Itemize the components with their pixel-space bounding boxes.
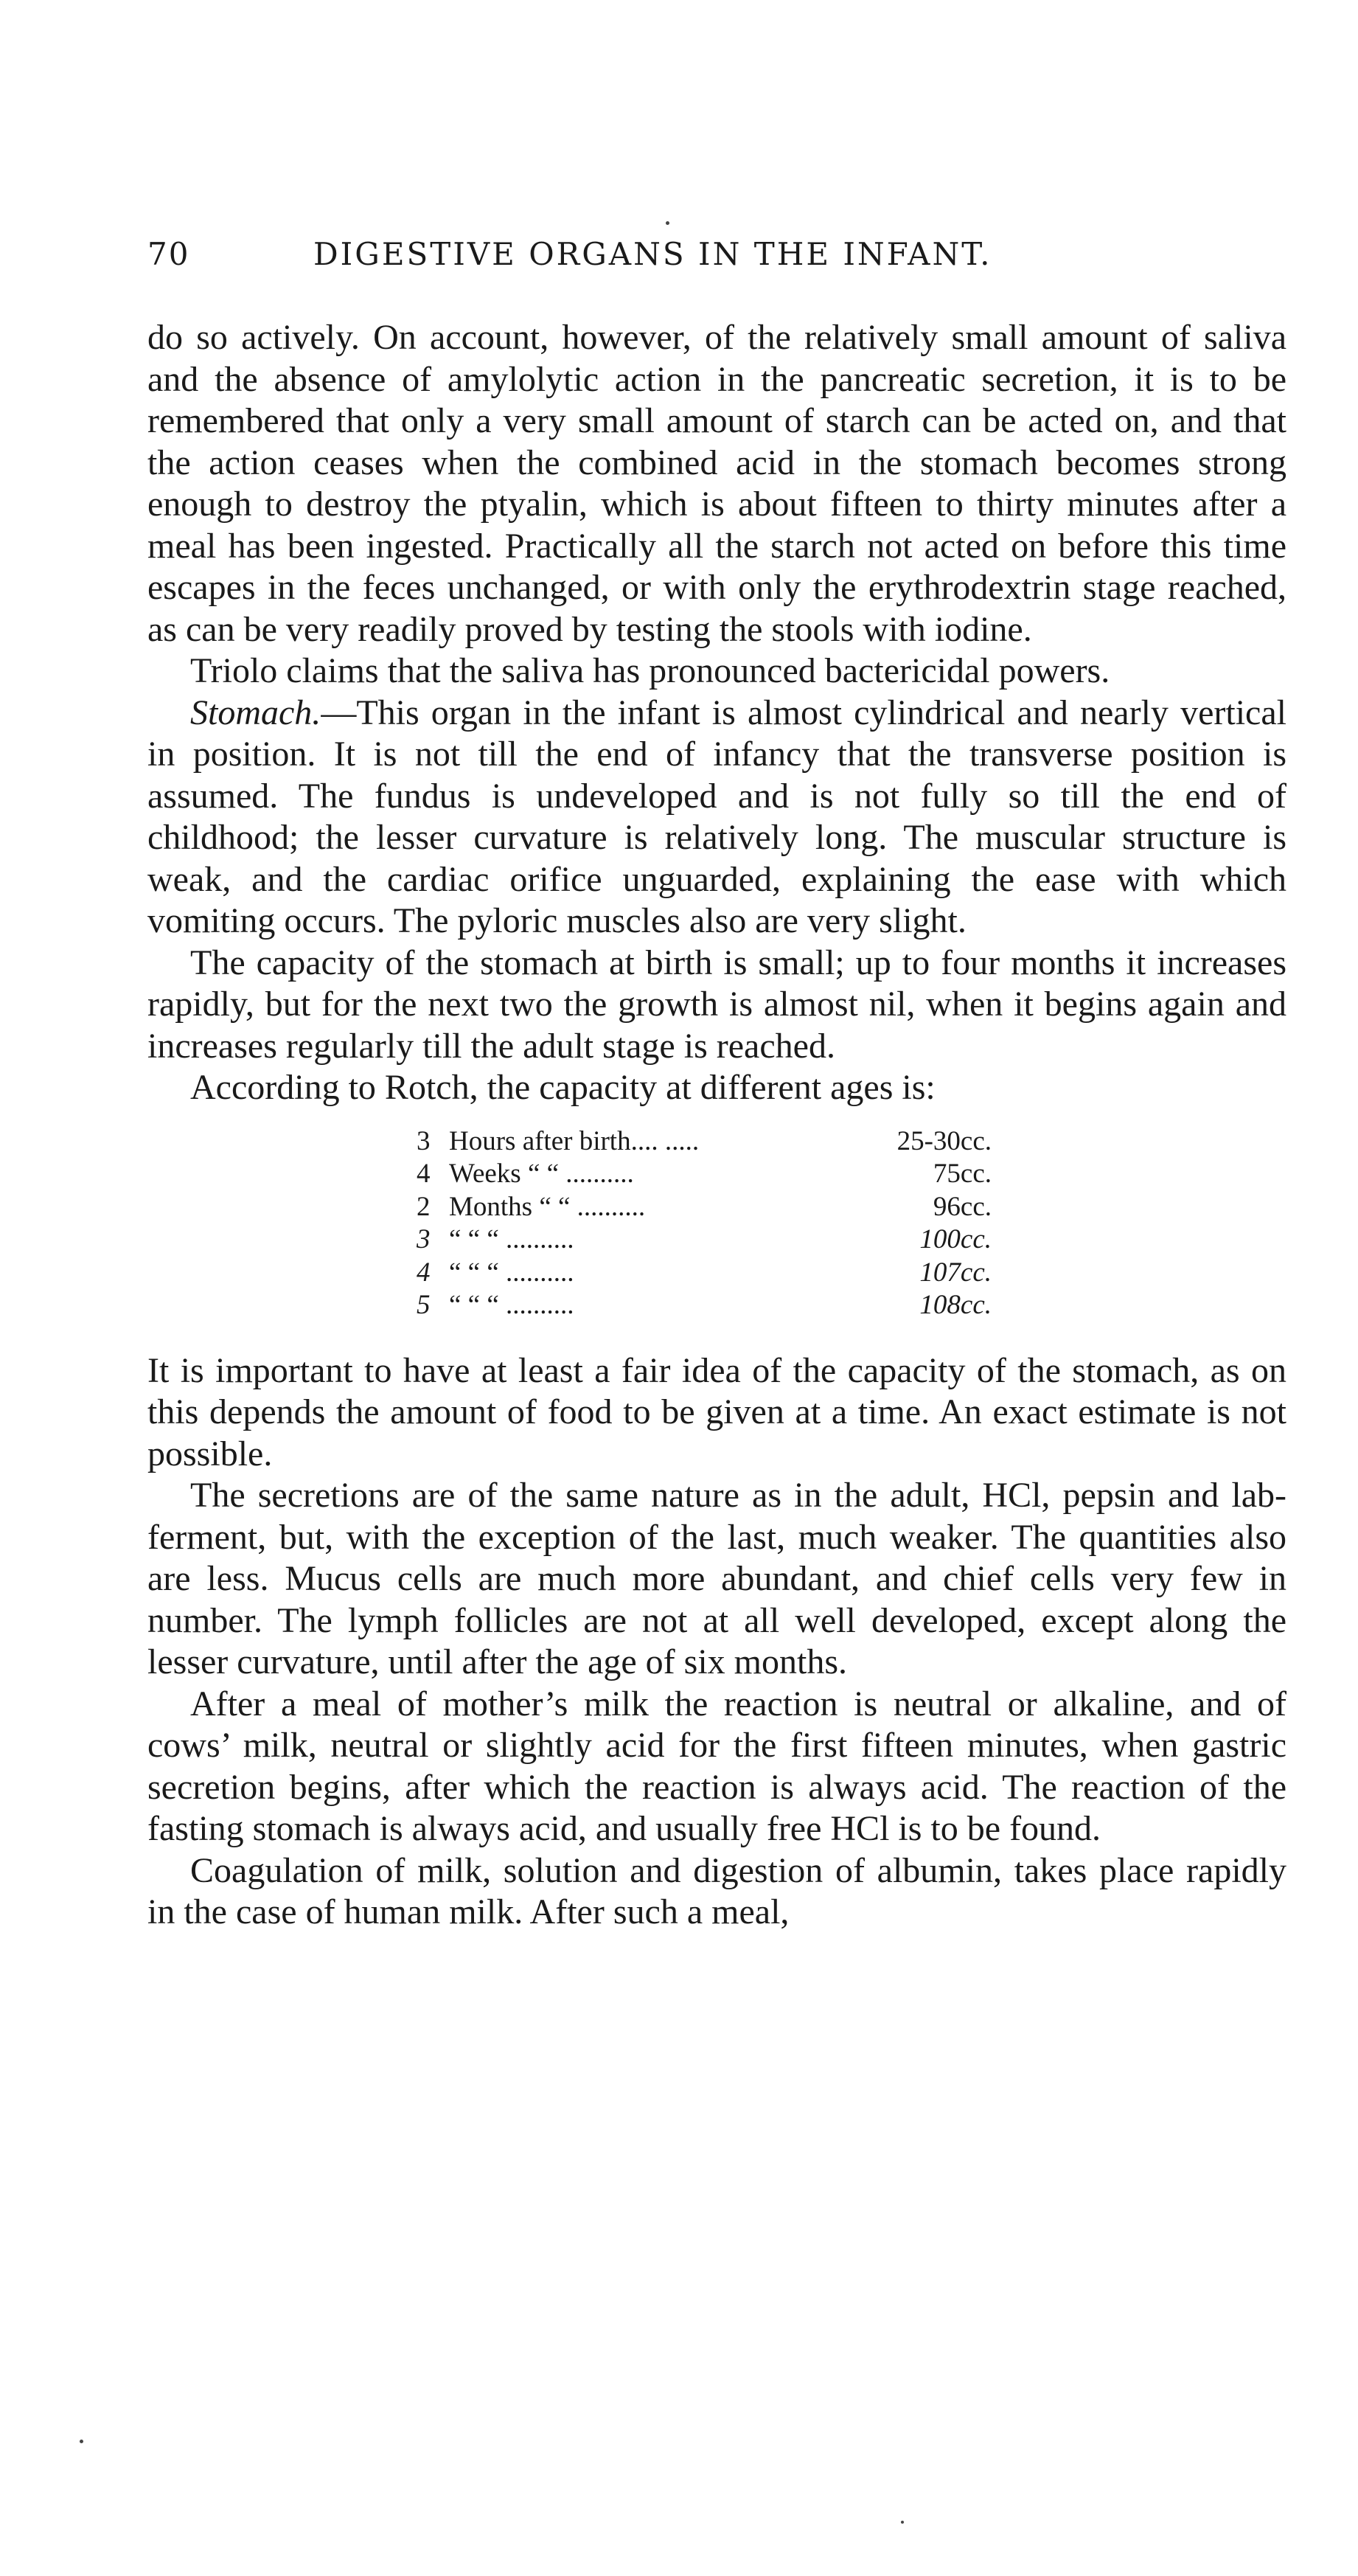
row-label: “ “ “ .......... bbox=[449, 1257, 574, 1288]
running-title: DIGESTIVE ORGANS IN THE INFANT. bbox=[313, 236, 992, 272]
paragraph-text: After a meal of mother’s milk the reaction is neutral or alkaline, and of cows’ milk, neutral or slightly acid for the first fifteen minutes, when gastric secretion begins, after which the reaction is always acid. The reaction of the fasting stomach is always acid, and usually free HCl is to be found. bbox=[147, 1684, 1286, 1848]
row-number: 3 bbox=[417, 1125, 431, 1156]
row-value: 100cc. bbox=[919, 1224, 992, 1254]
row-label: Hours after birth.... ..... bbox=[449, 1125, 700, 1156]
capacity-row bbox=[417, 1158, 992, 1191]
page-header bbox=[147, 236, 1286, 288]
paragraph-text: The capacity of the stomach at birth is small; up to four months it increases rapidly, but for the next two the growth is almost nil, when it begins again and increases regularly till the adult stage is reached. bbox=[147, 942, 1286, 1066]
row-label: “ “ “ .......... bbox=[449, 1290, 574, 1320]
row-number: 4 bbox=[417, 1257, 431, 1288]
paragraph bbox=[147, 692, 1286, 942]
row-number: 4 bbox=[417, 1159, 431, 1189]
row-number: 2 bbox=[417, 1191, 431, 1222]
paragraph-text: do so actively. On account, however, of the relatively small amount of saliva and the absence of amylolytic action in the pancreatic secretion, it is to be remembered that only a very small amount of starch can be acted on, and that the action ceases when the combined acid in the stomach becomes strong enough to destroy the ptyalin, which is about fifteen to thirty minutes after a meal has been ingested. Practically all the starch not acted on before this time escapes in the feces unchanged, or with only the erythrodextrin stage reached, as can be very readily proved by testing the stools with iodine. bbox=[147, 318, 1286, 649]
body-text bbox=[147, 317, 1286, 1934]
paragraph bbox=[147, 650, 1286, 692]
row-value: 108cc. bbox=[919, 1290, 992, 1320]
row-value: 25-30cc. bbox=[896, 1125, 992, 1156]
paragraph-text: The secretions are of the same nature as in the adult, HCl, pepsin and lab-ferment, but, with the exception of the last, much weaker. The quantities also are less. Mucus cells are much more abundant, and chief cells very few in number. The lymph follicles are not at all well developed, except along the lesser curvature, until after the age of six months. bbox=[147, 1476, 1286, 1681]
paragraph bbox=[147, 1350, 1286, 1476]
row-label: Weeks “ “ .......... bbox=[449, 1159, 634, 1189]
paragraph bbox=[147, 1067, 1286, 1109]
page-number: 70 bbox=[147, 236, 190, 272]
paragraph-lead-heading: Stomach. bbox=[190, 692, 321, 732]
paragraphs-before-table bbox=[147, 317, 1286, 1109]
paragraph bbox=[147, 1684, 1286, 1850]
capacity-row bbox=[417, 1257, 992, 1290]
row-label: Months “ “ .......... bbox=[449, 1191, 646, 1222]
capacity-row bbox=[417, 1223, 992, 1257]
row-label: “ “ “ .......... bbox=[449, 1224, 574, 1254]
paragraph-text: According to Rotch, the capacity at different ages is: bbox=[190, 1068, 936, 1107]
paragraph bbox=[147, 317, 1286, 650]
paragraph bbox=[147, 1850, 1286, 1934]
capacity-row bbox=[417, 1191, 992, 1224]
row-number: 5 bbox=[417, 1290, 431, 1320]
paragraphs-after-table bbox=[147, 1350, 1286, 1934]
row-value: 75cc. bbox=[933, 1159, 992, 1189]
book-page bbox=[147, 236, 1286, 1934]
capacity-row bbox=[417, 1125, 992, 1159]
capacity-table bbox=[417, 1125, 1286, 1322]
row-value: 96cc. bbox=[933, 1191, 992, 1222]
row-number: 3 bbox=[417, 1224, 431, 1254]
paragraph-text: —This organ in the infant is almost cylindrical and nearly vertical in position. It is not till the end of infancy that the transverse position is assumed. The fundus is undeveloped and is not fully so till the end of childhood; the lesser curvature is relatively long. The muscular structure is weak, and the cardiac orifice unguarded, explaining the ease with which vomiting occurs. The pyloric muscles also are very slight. bbox=[147, 692, 1286, 940]
capacity-row bbox=[417, 1289, 992, 1322]
paragraph bbox=[147, 1475, 1286, 1684]
paragraph-text: Coagulation of milk, solution and digestion of albumin, takes place rapidly in the case of human milk. After such a meal, bbox=[147, 1850, 1286, 1931]
paragraph-text: It is important to have at least a fair idea of the capacity of the stomach, as on this depends the amount of food to be given at a time. An exact estimate is not possible. bbox=[147, 1350, 1286, 1473]
row-value: 107cc. bbox=[919, 1257, 992, 1288]
paragraph bbox=[147, 942, 1286, 1068]
paragraph-text: Triolo claims that the saliva has pronounced bactericidal powers. bbox=[190, 651, 1110, 690]
